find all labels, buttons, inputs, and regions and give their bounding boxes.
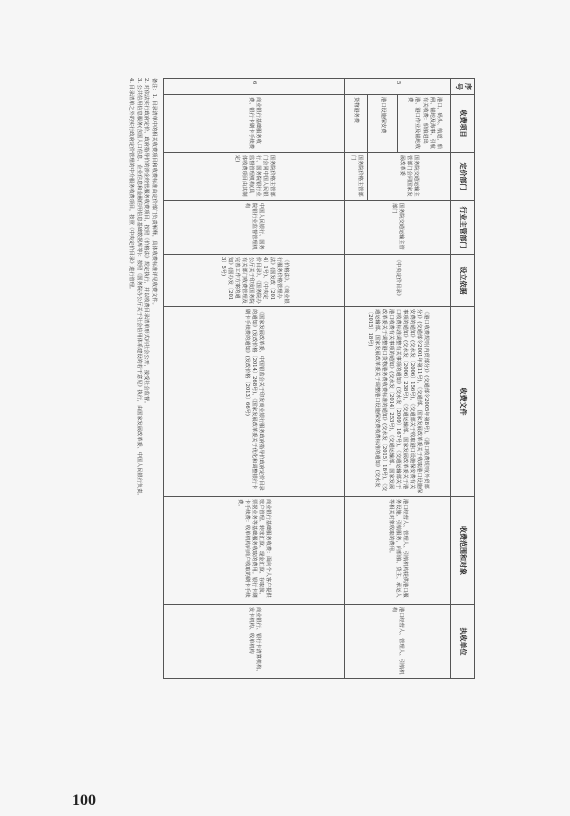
row5-sub-c: 货物港务费: [344, 95, 367, 153]
table-row: [397, 79, 450, 679]
table-row: [164, 79, 345, 679]
header-scope: 收费范围和对象: [451, 497, 475, 605]
note-line: 备注：1. 目录清单中的相关收费项目和收费标准由定价部门负责解释，具体收费标准详见收费文件。: [151, 78, 157, 308]
row5-scope: 港口经营人、管理人、引航机构提供港口服务设施、引航服务，向船舶、货主、承运人等相关对象收取的费用。: [344, 497, 450, 605]
row6-industry-dept: 中国人民银行、国务院银行业监督管理机构: [164, 201, 345, 255]
row6-scope: 商业银行基础服务收费：面向个人客户提供账户管理、转账汇款、现金汇款、存取款、票据业务等基础服务收取的费用。银行卡刷卡手续费：收单机构向商户收取的刷卡手续费。: [164, 497, 345, 605]
header-files: 收费文件: [451, 307, 475, 497]
header-industry-dept: 行业主管部门: [451, 201, 475, 255]
row5-unit: 港口经营人、管理人、引航机构: [344, 605, 450, 679]
row5-basis: 《中央定价目录》: [344, 255, 450, 307]
row5-price-dept-b: 国务院价格主管部门: [344, 153, 367, 201]
fee-catalog-table: [163, 78, 475, 679]
table-notes: [127, 78, 157, 678]
row5-no: 5: [344, 79, 450, 95]
row5-price-dept-a: 国务院交通运输主管部门会同国家发展改革委: [367, 153, 450, 201]
header-unit: 执收单位: [451, 605, 475, 679]
row5-item-a: 港口、码头、航道、船闸、锚地及海事、引航有关收费：船舶进出港、港口作业及锚地收费: [397, 95, 450, 153]
header-price-dept: 定价部门: [451, 153, 475, 201]
row6-price-dept: 国务院价格主管部门会同中国人民银行、国务院银行业监督管理机构(具体收费项目由其制定): [164, 153, 345, 201]
rotated-page-content: [95, 78, 475, 678]
note-line: 4. 目录清单之外的实行政府定价管理的中介服务收费项目，按照《中央定价目录》进行管理。: [128, 78, 135, 293]
row6-basis: 《价格法》、《商业银行服务价格管理办法》(国发改〔2014〕1号)、《中央定价目录》、《国务院办公厅关于印发国务院有关部门收费管理及完善工作方案的通知》(国办发〔2013〕5号): [164, 255, 345, 307]
row6-files: 《国家发展改革委、中国银监会关于印发商业银行服务政府指导价政府定价目录的通知》(发改价格〔2014〕268号)、《国家发展改革委关于优化和调整银行卡刷卡手续费的通知》(发改价格〔2013〕66号): [164, 307, 345, 497]
row5-sub-b: 港口设施保安费: [367, 95, 397, 153]
row5-sub-a: 船舶进出港、港口作业及锚地收费: [407, 97, 428, 149]
note-line: 2. 对依法实行政府定价、政府指导价的涉企经营服务收费项目，按照《价格法》规定执行，并以收费目录清单形式向社会公开，接受社会监督。: [143, 78, 150, 407]
row5-files: 《港口收费规则(内贸部分)》(交通部令2005年第8号)，《港口收费规则(外贸部分)》(交通部令2001年第11号)，《交通部、国家发展改革委关于收取港口设施保安费的通知》(交水发〔2006〕156号)，《交通部关于收取港口设施保安费有关事项的通知》(交水发〔2006〕238号)，《交通运输部、国家发展改革委关于港口收费标准调整有关事项的通知》(交水发〔2009〕167号)，《交通运输部关于港口收费有关事项的通知》(交水发〔2014〕253号)，《交通运输部、国家发展改革委关于调整港口货物港务费收费标准的通知》(交水发〔2015〕18号)，《交通运输部、国家发展改革委关于调整港口设施保安费收费标准的通知》(交水发〔2015〕18号): [344, 307, 450, 497]
table-header-row: [451, 79, 475, 679]
header-no: 序号: [451, 79, 475, 95]
row5-item-main: 港口、码头、航道、船闸、锚地及海事、引航有关收费: [421, 97, 442, 149]
row5-industry-dept: 国务院交通运输主管部门: [344, 201, 450, 255]
row6-item: 商业银行基础服务收费、银行卡刷卡手续费: [164, 95, 345, 153]
page-number: 100: [72, 792, 96, 809]
note-line: 3. 公共信用信息服务(含国人口信息、企业信息和金融信用信息基础数据库等)：按照《国务院办公厅关于社会信用体系建设的若干意见》执行，由国家发展改革委、中国人民银行负责。: [135, 78, 142, 499]
header-item: 收费项目: [451, 95, 475, 153]
header-basis: 设立依据: [451, 255, 475, 307]
row6-no: 6: [164, 79, 345, 95]
row6-unit: 商业银行、银行卡清算机构、发卡机构、收单机构: [164, 605, 345, 679]
